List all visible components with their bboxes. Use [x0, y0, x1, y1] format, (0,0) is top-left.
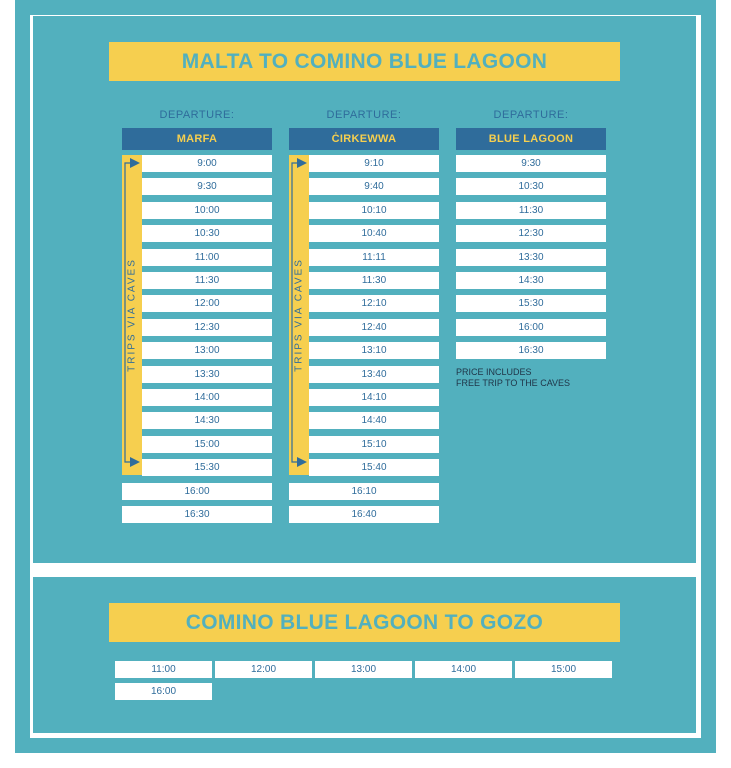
time-slot: 12:10 [309, 295, 439, 312]
time-slot: 9:10 [309, 155, 439, 172]
caves-label-marfa: TRIPS VIA CAVES [126, 258, 138, 372]
arrow-head-cirkewwa-top [297, 158, 307, 168]
time-slot: 15:30 [456, 295, 606, 312]
time-slot: 9:00 [142, 155, 272, 172]
time-slot: 10:30 [142, 225, 272, 242]
arrow-group-marfa [125, 163, 130, 462]
departure-label-cirkewwa: DEPARTURE: [326, 109, 402, 121]
location-header-cirkewwa: ĊIRKEWWA [289, 128, 439, 150]
time-slot: 14:40 [309, 412, 439, 429]
gozo-time-slot: 12:00 [215, 661, 312, 678]
time-slot: 15:00 [142, 436, 272, 453]
time-slot: 11:30 [456, 202, 606, 219]
time-slot: 16:30 [122, 506, 272, 523]
time-slot: 10:10 [309, 202, 439, 219]
time-slot: 9:40 [309, 178, 439, 195]
bracket-line-marfa [125, 163, 130, 462]
departure-label-blue-lagoon: DEPARTURE: [493, 109, 569, 121]
arrow-head-cirkewwa-bottom [297, 457, 307, 467]
time-slot: 15:30 [142, 459, 272, 476]
time-slot: 16:00 [122, 483, 272, 500]
time-slot: 10:00 [142, 202, 272, 219]
time-slot: 14:30 [142, 412, 272, 429]
time-slot: 11:30 [142, 272, 272, 289]
time-slot: 9:30 [142, 178, 272, 195]
gozo-time-slot: 13:00 [315, 661, 412, 678]
time-slot: 14:30 [456, 272, 606, 289]
gozo-time-slot: 15:00 [515, 661, 612, 678]
time-slot: 12:30 [456, 225, 606, 242]
location-header-blue-lagoon: BLUE LAGOON [456, 128, 606, 150]
location-header-marfa: MARFA [122, 128, 272, 150]
gozo-time-slot: 16:00 [115, 683, 212, 700]
price-note-line-1: PRICE INCLUDES [456, 367, 532, 377]
arrow-head-marfa-bottom [130, 457, 140, 467]
section1-title: MALTA TO COMINO BLUE LAGOON [109, 42, 620, 81]
time-slot: 16:40 [289, 506, 439, 523]
time-slot: 13:30 [456, 249, 606, 266]
time-slot: 16:00 [456, 319, 606, 336]
time-slot: 16:30 [456, 342, 606, 359]
caves-label-cirkewwa: TRIPS VIA CAVES [293, 258, 305, 372]
bracket-line-cirkewwa [292, 163, 297, 462]
time-slot: 9:30 [456, 155, 606, 172]
gozo-time-slot: 11:00 [115, 661, 212, 678]
time-slot: 10:30 [456, 178, 606, 195]
time-slot: 13:10 [309, 342, 439, 359]
arrow-head-marfa-top [130, 158, 140, 168]
time-slot: 11:11 [309, 249, 439, 266]
time-slot: 12:40 [309, 319, 439, 336]
time-slot: 11:00 [142, 249, 272, 266]
time-slot: 11:30 [309, 272, 439, 289]
time-slot: 14:00 [142, 389, 272, 406]
price-note-line-2: FREE TRIP TO THE CAVES [456, 378, 571, 388]
time-slot: 15:10 [309, 436, 439, 453]
gozo-time-slot: 14:00 [415, 661, 512, 678]
time-slot: 12:30 [142, 319, 272, 336]
departure-label-marfa: DEPARTURE: [159, 109, 235, 121]
time-slot: 10:40 [309, 225, 439, 242]
time-slot: 15:40 [309, 459, 439, 476]
time-slot: 13:40 [309, 366, 439, 383]
time-slot: 13:00 [142, 342, 272, 359]
arrow-group-cirkewwa [292, 163, 297, 462]
section2-title: COMINO BLUE LAGOON TO GOZO [109, 603, 620, 642]
time-slot: 12:00 [142, 295, 272, 312]
time-slot: 13:30 [142, 366, 272, 383]
time-slot: 16:10 [289, 483, 439, 500]
time-slot: 14:10 [309, 389, 439, 406]
